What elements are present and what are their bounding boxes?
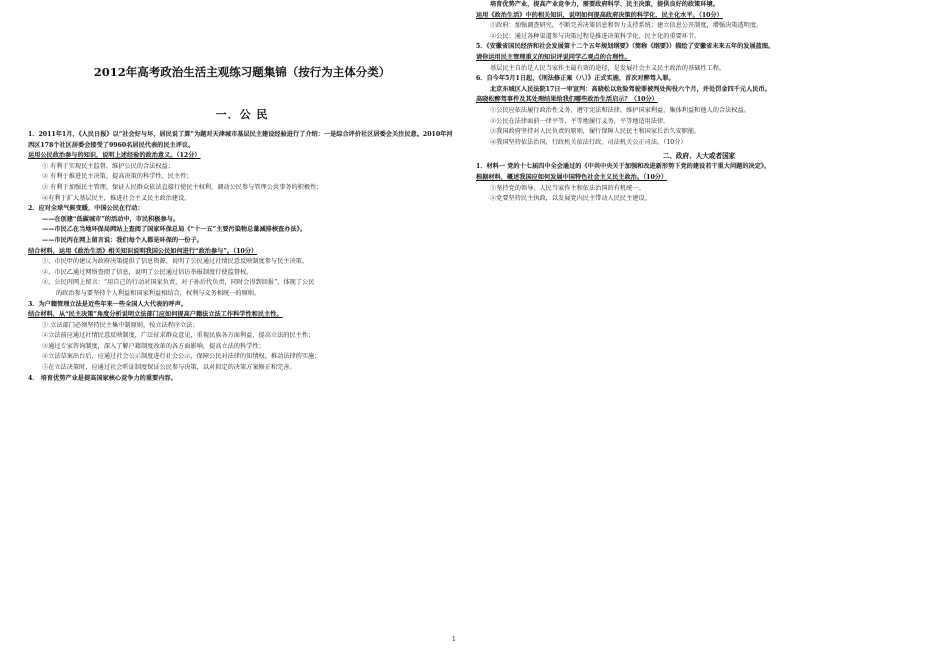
left-paragraph: ② 有利于推进民主决策，提高决策的科学性、民主性； [42, 173, 193, 181]
document-title: 2012年高考政治生活主观练习题集锦（按行为主体分类） [93, 65, 391, 79]
left-paragraph: ④立法草案出台后，应通过社会公示制度进行社会公示，保障公民对法律的知情权。推动法律的实施； [42, 353, 321, 361]
right-paragraph: ①坚持党的领导、人民当家作主和依法治国的有机统一。 [490, 184, 645, 192]
left-paragraph: 的政治参与要坚持个人利益和国家利益相结合，权利与义务相统一的原则。 [56, 289, 261, 297]
left-paragraph: 4． 培育优势产业是提高国家核心竞争力的重要内容。 [28, 374, 177, 382]
left-column [28, 0, 456, 658]
left-body [28, 130, 456, 384]
right-paragraph: ③我国政府坚持对人民负责的原则，履行保障人民民主和国家长治久安职能。 [490, 128, 701, 136]
right-paragraph: 根据材料，概述我国应如何发展中国特色社会主义民主政治。（10分） [476, 173, 668, 181]
left-paragraph: ——市民乙在当地环保局网站上查阅了国家环保总局《“十一五”主要污染物总量减排核查办法》。 [42, 226, 306, 234]
right-paragraph: ④我国坚持依法治国，行政机关依法行政。司法机关公正司法。（10分） [490, 138, 687, 146]
section-heading-citizens: 一．公 民 [215, 108, 269, 121]
left-paragraph: 3．为户籍管理立法是近些年来一些全国人大代表的呼声。 [28, 300, 187, 308]
page-number: 1 [452, 636, 456, 643]
left-paragraph: 运用公民政治参与的知识，说明上述经验的政治意义。（12分） [28, 152, 201, 160]
left-paragraph: 2．应对全球气候变暖，中国公民在行动： [28, 205, 144, 213]
right-paragraph: 北京东城区人民法院17日一审宣判：高晓松以危险驾驶罪被判处拘役六个月，并处罚金四千元人民币。 [490, 85, 771, 93]
right-paragraph: ①公民应依法履行政治性义务，遵守宪法和法律，维护国家利益、集体利益和他人的合法权益。 [490, 106, 750, 114]
right-paragraph: 二、政府、人大或者国家 [662, 152, 736, 161]
right-paragraph: 5．《安徽省国民经济和社会发展第十二个五年规划纲要》（简称《纲要》）描绘了安徽省未来五年的发展蓝图。 [476, 43, 775, 51]
left-paragraph: ①、市民甲的建议为政府决策提供了信息资源，说明了公民通过社情民意反映制度参与民主决策。 [42, 258, 309, 266]
right-paragraph: 请你运用民主管理重义的知识评说同学乙观点的合理性。 [476, 53, 631, 61]
right-paragraph: ①政府：加强调查研究，不断完善决策信息和智力支持系统；建立信息公开制度，增强决策透明度。 [490, 22, 763, 30]
right-paragraph: ②党要坚持民主执政，以发展党内民主带动人民民主建设。 [490, 195, 651, 203]
left-paragraph: ——市民丙在网上留言说：我们每个人都是环保的一份子。 [42, 236, 203, 244]
right-paragraph: 高晓松醉驾事件及其处理结果给我们哪些政治生活启示？（10分） [476, 96, 658, 104]
right-paragraph: 1．材料一 党的十七届四中全会通过的《中共中央关于加强和改进新形势下党的建设若干重大问题的决定》。 [476, 163, 771, 171]
right-body [476, 0, 922, 205]
left-paragraph: ① 立法部门必须坚持民主集中制原则，按立法程序立法； [42, 321, 199, 329]
left-paragraph: ②、公民丙网上留言：“用自己的行动对国家负责，对子孙后代负责，同时会得到回报”，体现了公民 [42, 279, 315, 287]
right-paragraph: ②公民在法律面前一律平等，平等地履行义务，平等地适用法律。 [490, 117, 670, 125]
left-paragraph: ③ 有利于加强民主管理，保证人民群众依法直接行使民主权利，调动公民参与管理公共事务的积极性； [42, 183, 323, 191]
right-paragraph: ②公民：通过各种渠道参与决策过程是推进决策科学化、民主化的重要环节。 [490, 32, 701, 40]
left-paragraph: 结合材料，从“民主决策”角度分析说明立法部门应如何提高户籍法立法工作科学性和民主性。 [28, 311, 283, 319]
left-paragraph: ——在创建“低碳城市”的活动中，市民积极参与。 [42, 215, 180, 223]
left-paragraph: 结合材料，运用《政治生活》相关知识说明我国公民如何进行“政治参与”。（10分） [28, 247, 258, 255]
left-paragraph: ②、市民乙通过网络查阅了信息，说明了公民通过信访举报制度行使监督权。 [42, 268, 253, 276]
right-paragraph: 培育优势产业，提高产业竞争力，需要政府科学、民主决策，提供良好的政策环境。 [490, 1, 719, 8]
right-paragraph: 6．自今年5月1日起，《刑法修正案（八）》正式实施，首次对醉驾入罪。 [476, 75, 675, 83]
left-paragraph: ③通过专家咨询制度，深入了解户籍制度改革的各方面影响，提高立法的科学性； [42, 342, 265, 350]
right-paragraph: 基层民主自治是人民当家作主最有效的途径，是发展社会主义民主政治的基础性工程。 [490, 64, 726, 72]
right-column [476, 0, 922, 658]
left-paragraph: 1．2011年1月，《人民日报》以“社会好与坏，居民说了算”为题对天津城市基层民主建设经验进行了介绍：一是综合评价社区居委会关注民意。2010年河西区178个社区居委会接受了9960名居民代表的民主评议。 [28, 131, 453, 149]
left-paragraph: ④有利于扩大基层民主，推进社会主义民主政治建设。 [42, 194, 191, 202]
left-paragraph: ⑤在立法决策时，应通过社会听证制度保证公民参与决策，以对拟定的决策方案修正和完善。 [42, 364, 296, 372]
left-paragraph: ②立法前应通过社情民意反映制度，广泛征求群众意见，重视民族各方面利益，提高立法的民主性； [42, 332, 315, 340]
left-paragraph: ① 有利于实现民主监督，维护公民的合法权益； [42, 162, 174, 170]
right-paragraph: 运用《政治生活》中的相关知识，说明如何提高政府决策的科学化、民主化水平。（10分） [476, 11, 723, 19]
